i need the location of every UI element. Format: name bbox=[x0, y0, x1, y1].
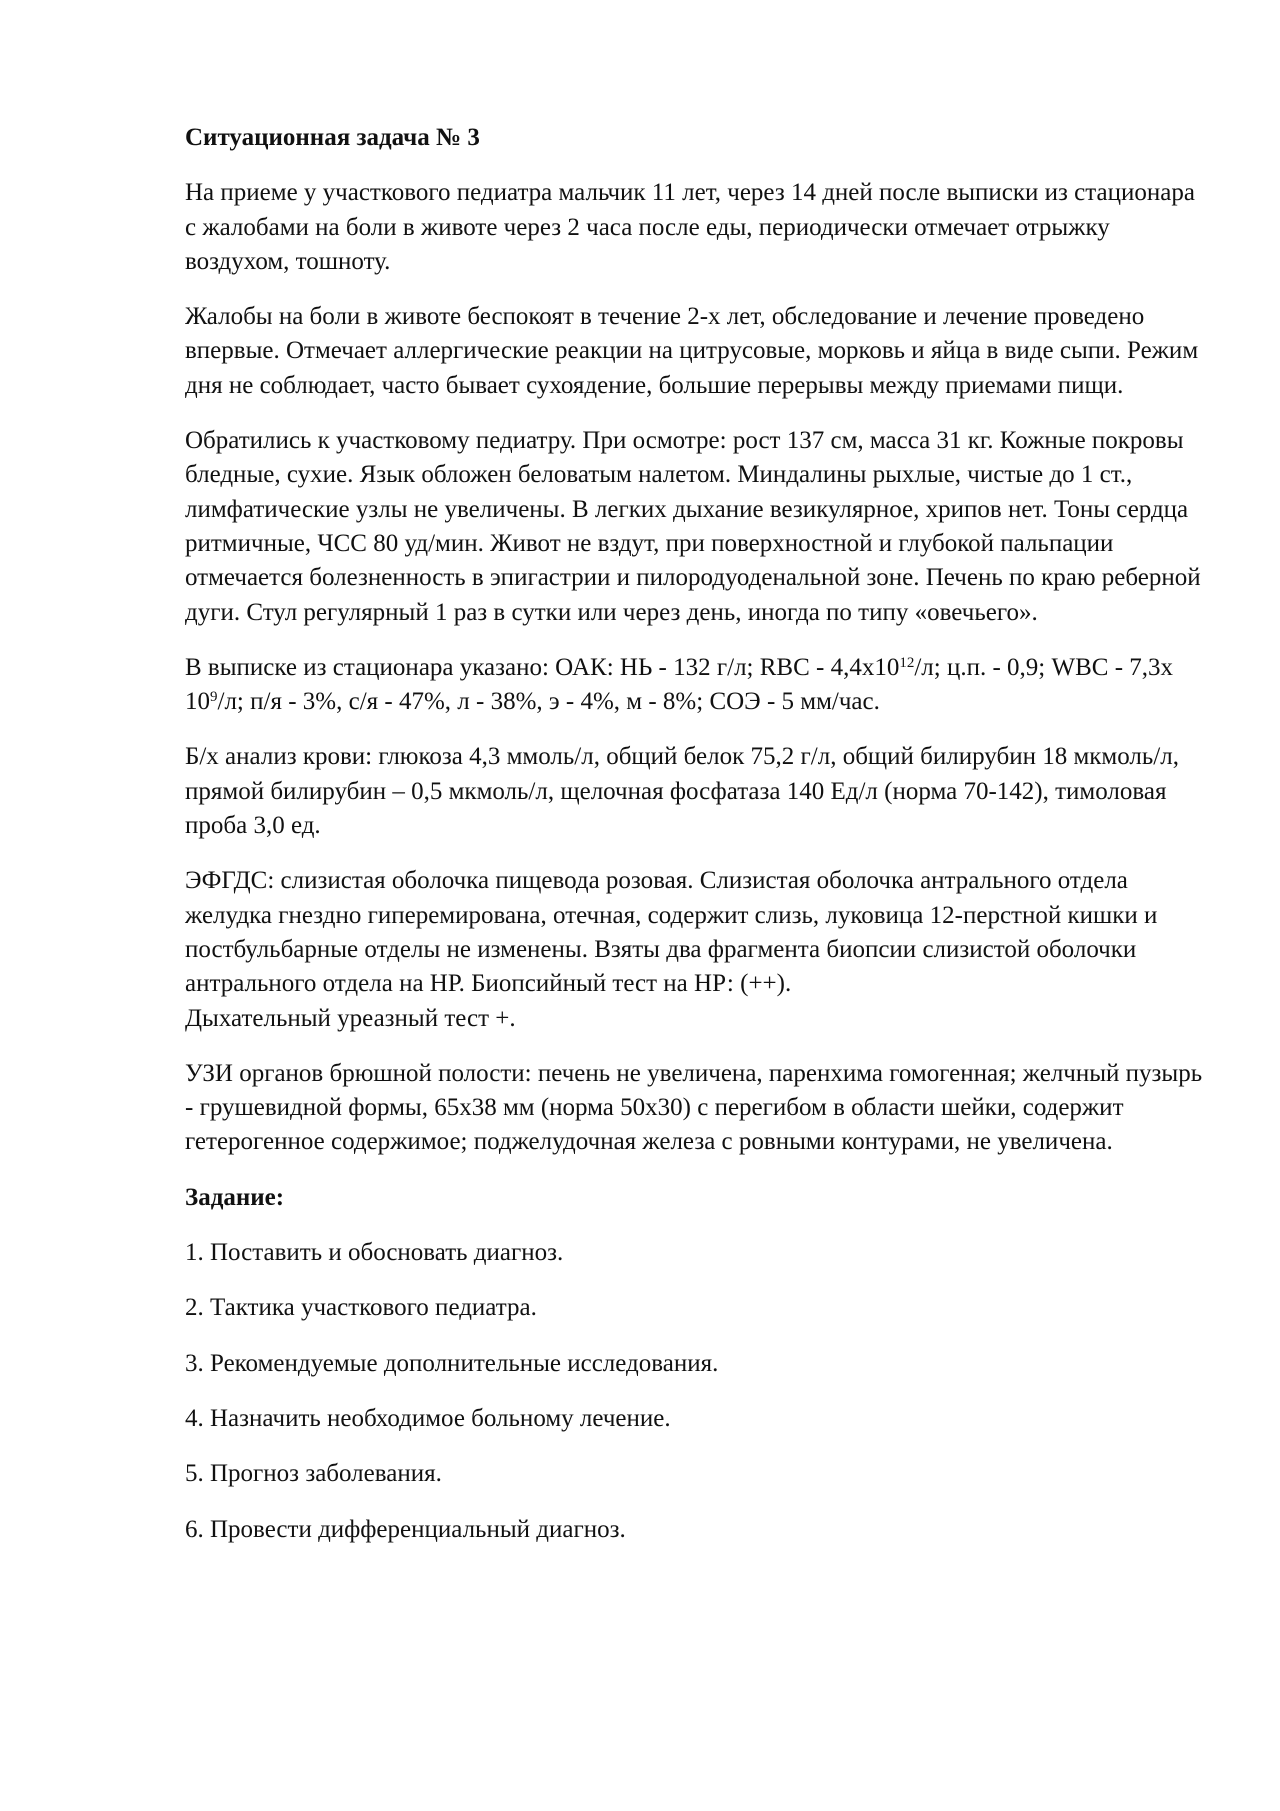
paragraph-egds bbox=[185, 864, 1205, 1035]
task-item: 1. Поставить и обосновать диагноз. bbox=[185, 1239, 564, 1267]
paragraph-biochemistry: Б/х анализ крови: глюкоза 4,3 ммоль/л, общий белок 75,2 г/л, общий билирубин 18 мкмоль/л, прямой билирубин – 0,5 мкмоль/л, щелочная фосфатаза 140 Ед/л (норма 70-142), тимоловая проба 3,0 ед. bbox=[185, 743, 1179, 840]
cbc-exponent-1: 12 bbox=[899, 654, 915, 671]
paragraph-blood-count bbox=[185, 651, 1205, 720]
task-item: 6. Провести дифференциальный диагноз. bbox=[185, 1515, 626, 1543]
tasks-heading: Задание: bbox=[185, 1183, 285, 1211]
egds-breath-test: Дыхательный уреазный тест +. bbox=[185, 1004, 516, 1032]
task-item: 5. Прогноз заболевания. bbox=[185, 1460, 442, 1488]
cbc-text-2: /л; ц.п. - 0,9; WBC - 7,3х 10 bbox=[185, 653, 1174, 716]
case-title: Ситуационная задача № 3 bbox=[185, 124, 480, 151]
paragraph-ultrasound: УЗИ органов брюшной полости: печень не увеличена, паренхима гомогенная; желчный пузырь - грушевидной формы, 65х38 мм (норма 50х30) с перегибом в области шейки, содержит гетерогенное содержимое; поджелудочная железа с ровными контурами, не увеличена. bbox=[185, 1059, 1203, 1156]
document-body bbox=[185, 121, 1205, 1568]
task-item: 3. Рекомендуемые дополнительные исследования. bbox=[185, 1349, 719, 1377]
egds-findings: ЭФГДС: слизистая оболочка пищевода розовая. Слизистая оболочка антрального отдела желудка гнездно гиперемирована, отечная, содержит слизь, луковица 12-перстной кишки и постбульбарные отделы не изменены. Взяты два фрагмента биопсии слизистой оболочки антрального отдела на НР. Биопсийный тест на НР: (++). bbox=[185, 867, 1158, 998]
cbc-text-1: В выписке из стационара указано: ОАК: НЬ - 132 г/л; RBC - 4,4х10 bbox=[185, 653, 900, 681]
task-item: 2. Тактика участкового педиатра. bbox=[185, 1294, 537, 1322]
paragraph-examination: Обратились к участковому педиатру. При осмотре: рост 137 см, масса 31 кг. Кожные покровы бледные, сухие. Язык обложен беловатым налетом. Миндалины рыхлые, чистые до 1 ст., лимфатические узлы не увеличены. В легких дыхание везикулярное, хрипов нет. Тоны сердца ритмичные, ЧСС 80 уд/мин. Живот не вздут, при поверхностной и глубокой пальпации отмечается болезненность в эпигастрии и пилородуоденальной зоне. Печень по краю реберной дуги. Стул регулярный 1 раз в сутки или через день, иногда по типу «овечьего». bbox=[185, 427, 1201, 626]
paragraph-history: Жалобы на боли в животе беспокоят в течение 2-х лет, обследование и лечение проведено впервые. Отмечает аллергические реакции на цитрусовые, морковь и яйца в виде сыпи. Режим дня не соблюдает, часто бывает сухоядение, большие перерывы между приемами пищи. bbox=[185, 303, 1199, 399]
cbc-text-3: /л; п/я - 3%, с/я - 47%, л - 38%, э - 4%, м - 8%; СОЭ - 5 мм/час. bbox=[217, 688, 880, 716]
task-item: 4. Назначить необходимое больному лечение. bbox=[185, 1404, 671, 1432]
paragraph-complaints: На приеме у участкового педиатра мальчик 11 лет, через 14 дней после выписки из стационара с жалобами на боли в животе через 2 часа после еды, периодически отмечает отрыжку воздухом, тошноту. bbox=[185, 179, 1195, 275]
cbc-exponent-2: 9 bbox=[210, 688, 218, 705]
